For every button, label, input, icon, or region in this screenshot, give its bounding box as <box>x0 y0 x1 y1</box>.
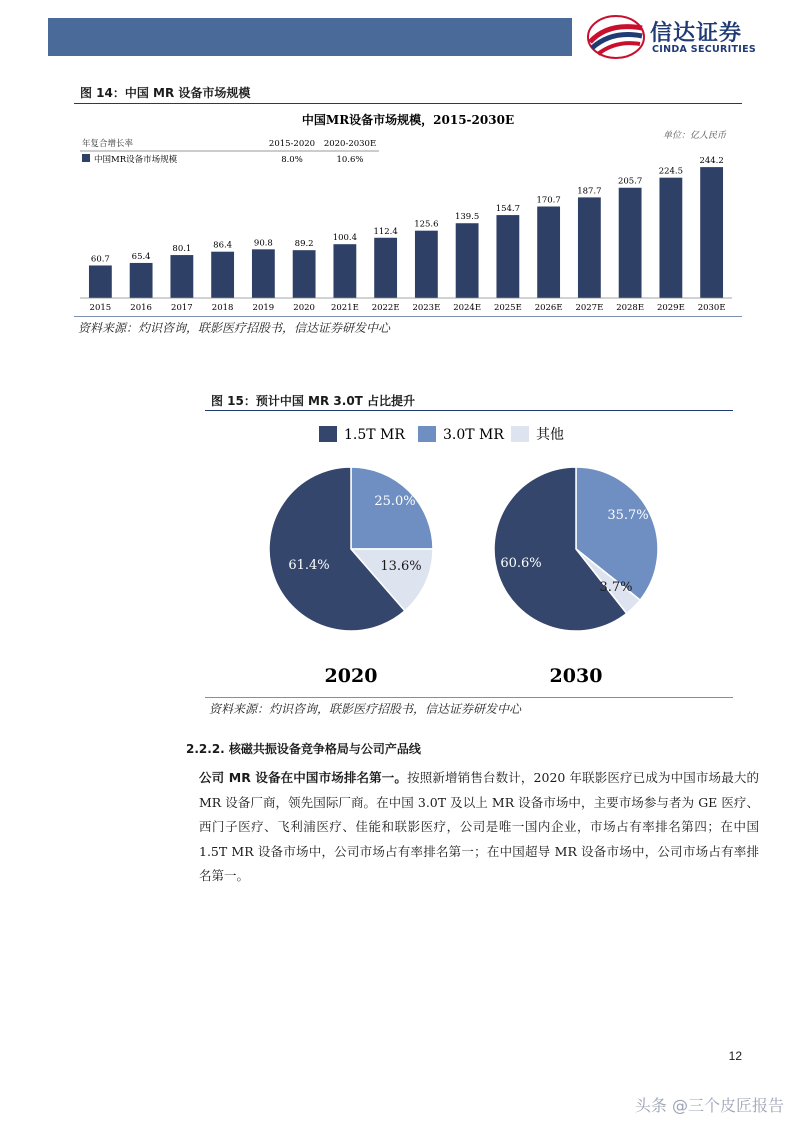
x-tick-label: 2022E <box>371 303 400 313</box>
bar <box>415 231 438 298</box>
x-tick-label: 2030E <box>697 303 726 313</box>
logo-text-cn: 信达证券 <box>650 21 743 46</box>
pie-legend <box>319 426 564 443</box>
bar-value-label: 244.2 <box>699 156 724 167</box>
bar-value-label: 224.5 <box>658 166 684 177</box>
bar <box>293 250 316 298</box>
bar-series <box>89 156 726 313</box>
bar-value-label: 187.7 <box>577 186 602 197</box>
logo-text-en: CINDA SECURITIES <box>652 44 757 55</box>
watermark: 头条 @三个皮匠报告 <box>634 1096 784 1115</box>
figure15-top-rule <box>205 410 733 411</box>
legend-label: 其他 <box>536 427 564 443</box>
body-paragraph <box>199 766 759 889</box>
x-tick-label: 2015 <box>89 303 112 313</box>
bar <box>211 252 234 298</box>
bar-value-label: 112.4 <box>373 226 398 237</box>
bar-value-label: 100.4 <box>332 233 358 244</box>
figure14-bottom-rule <box>74 316 742 317</box>
pie-group <box>269 467 658 687</box>
bar <box>252 249 275 298</box>
pie-value-label: 61.4% <box>288 558 330 573</box>
bar-chart-unit: 单位：亿人民币 <box>662 131 726 141</box>
bar-chart-title: 中国MR设备市场规模，2015-2030E <box>301 113 515 127</box>
cagr-period-2: 2020-2030E <box>323 139 377 149</box>
body-text: 按照新增销售台数计，2020 年联影医疗已成为中国市场最大的 MR 设备厂商，领先国际厂商。在中国 3.0T 及以上 MR 设备市场中，主要市场参与者为 GE 医疗、西门子医疗、飞利浦医疗、佳能和联影医疗，公司是唯一国内企业，市场占有率排名第四；在中国 1.5T MR 设备市场中，公司市场占有率排名第一；在中国超导 MR 设备市场中，公司市场占有率排名第一。 <box>199 770 759 883</box>
pie-value-label: 3.7% <box>599 580 633 595</box>
figure15-bottom-rule <box>205 697 733 698</box>
x-tick-label: 2025E <box>493 303 522 313</box>
bar <box>130 263 153 298</box>
bar <box>619 188 642 298</box>
bar-value-label: 86.4 <box>213 240 233 251</box>
pie-value-label: 35.7% <box>607 508 649 523</box>
bar <box>89 265 112 298</box>
pie-year-label: 2020 <box>324 665 378 687</box>
legend-swatch <box>418 426 436 442</box>
cagr-row-label: 中国MR设备市场规模 <box>94 155 178 165</box>
bar-value-label: 205.7 <box>617 176 643 187</box>
bar-value-label: 170.7 <box>536 195 561 206</box>
logo-swoosh-icon <box>586 14 646 60</box>
bar-value-label: 65.4 <box>131 251 151 262</box>
bar <box>333 244 356 298</box>
pie-value-label: 60.6% <box>500 556 542 571</box>
bar <box>578 197 601 298</box>
bar <box>659 178 682 298</box>
bar-value-label: 125.6 <box>414 219 439 230</box>
cagr-value-1: 8.0% <box>281 155 303 165</box>
company-logo <box>586 14 786 60</box>
cagr-legend-swatch <box>82 154 90 162</box>
bar-value-label: 154.7 <box>495 204 521 215</box>
pie-value-label: 13.6% <box>380 559 422 574</box>
bar-chart <box>74 106 742 316</box>
bar <box>537 207 560 298</box>
x-tick-label: 2017 <box>171 303 193 313</box>
bar-value-label: 139.5 <box>454 212 480 223</box>
figure15-source: 资料来源：灼识咨询，联影医疗招股书，信达证券研发中心 <box>209 702 522 716</box>
cagr-header-label: 年复合增长率 <box>82 139 134 149</box>
bar <box>496 215 519 298</box>
x-tick-label: 2027E <box>575 303 604 313</box>
bar-value-label: 60.7 <box>90 254 110 265</box>
x-tick-label: 2019 <box>252 303 275 313</box>
bar <box>456 223 479 298</box>
bar <box>170 255 193 298</box>
legend-swatch <box>319 426 337 442</box>
bar-value-label: 80.1 <box>172 244 192 255</box>
figure14-title: 图 14：中国 MR 设备市场规模 <box>80 86 251 100</box>
x-tick-label: 2028E <box>616 303 645 313</box>
figure14-top-rule <box>74 103 742 104</box>
cagr-period-1: 2015-2020 <box>268 139 316 149</box>
body-lead: 公司 MR 设备在中国市场排名第一。 <box>199 770 408 785</box>
x-tick-label: 2024E <box>453 303 482 313</box>
page-number: 12 <box>728 1049 742 1063</box>
x-tick-label: 2016 <box>130 303 152 313</box>
cagr-value-2: 10.6% <box>336 155 364 165</box>
x-tick-label: 2026E <box>534 303 563 313</box>
x-tick-label: 2029E <box>656 303 685 313</box>
pie-year-label: 2030 <box>549 665 603 687</box>
x-tick-label: 2020 <box>293 303 315 313</box>
x-tick-label: 2021E <box>330 303 359 313</box>
legend-swatch <box>511 426 529 442</box>
bar-value-label: 89.2 <box>294 239 314 250</box>
legend-label: 3.0T MR <box>443 427 504 443</box>
header-bar <box>48 18 572 56</box>
figure14-source: 资料来源：灼识咨询，联影医疗招股书，信达证券研发中心 <box>78 321 391 335</box>
legend-label: 1.5T MR <box>344 427 405 443</box>
bar-value-label: 90.8 <box>253 238 273 249</box>
pie-value-label: 25.0% <box>374 494 416 509</box>
x-tick-label: 2023E <box>412 303 441 313</box>
pie-chart <box>205 412 733 697</box>
figure15-title: 图 15：预计中国 MR 3.0T 占比提升 <box>211 394 416 408</box>
bar <box>700 167 723 298</box>
section-heading: 2.2.2. 核磁共振设备竞争格局与公司产品线 <box>186 742 421 756</box>
x-tick-label: 2018 <box>211 303 234 313</box>
bar <box>374 238 397 298</box>
